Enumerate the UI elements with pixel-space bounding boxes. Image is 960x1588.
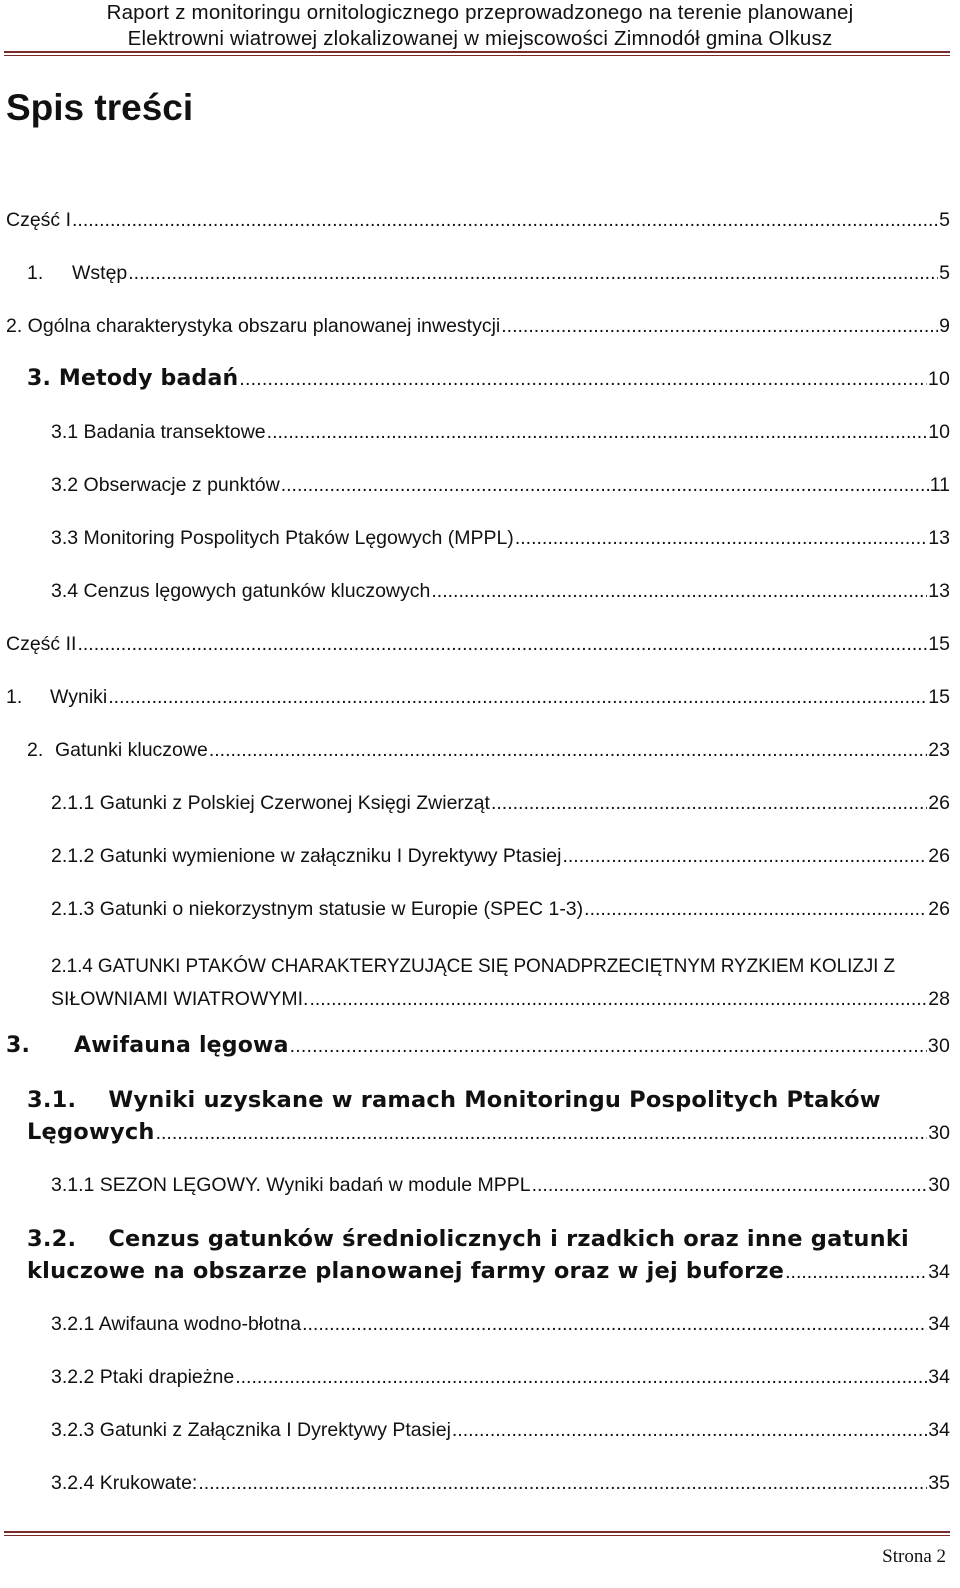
toc-entry-3-4[interactable]	[51, 580, 950, 603]
toc-entry-2-1-2[interactable]	[51, 845, 950, 868]
footer-rule	[4, 1531, 950, 1533]
toc-leader-dots	[281, 474, 929, 497]
toc-entry-label: 3.1.1 SEZON LĘGOWY. Wyniki badań w module MPPL	[51, 1174, 531, 1196]
toc-entry-3-2-3[interactable]	[51, 1419, 950, 1442]
toc-entry-label: Część I	[6, 209, 72, 231]
page-number: Strona 2	[882, 1546, 946, 1567]
header-rule	[4, 51, 950, 53]
toc-leader-dots	[302, 1313, 927, 1336]
toc-entry-page: 5	[939, 262, 950, 284]
header-line-1: Raport z monitoringu ornitologicznego przeprowadzonego na terenie planowanej	[106, 1, 854, 24]
toc-leader-dots	[452, 1419, 927, 1442]
toc-entry-label: 2.1.3 Gatunki o niekorzystnym statusie w Europie (SPEC 1-3)	[51, 898, 584, 920]
toc-entry-3-1-1[interactable]	[51, 1174, 950, 1197]
toc-entry-metody-badan[interactable]	[27, 366, 950, 391]
page-header	[0, 0, 960, 50]
toc-entry-wstep[interactable]	[27, 262, 950, 285]
toc-entry-page: 10	[927, 368, 950, 390]
toc-entry-label: 3.2.3 Gatunki z Załącznika I Dyrektywy Ptasiej	[51, 1419, 451, 1441]
toc-entry-3-2-cenzus[interactable]	[27, 1223, 950, 1288]
header-rule-thin	[4, 55, 950, 56]
toc-entry-page: 13	[928, 580, 950, 602]
toc-entry-3-1-wyniki-mppl[interactable]	[27, 1084, 950, 1149]
toc-entry-2-1-1[interactable]	[51, 792, 950, 815]
toc-leader-dots	[198, 1472, 927, 1495]
toc-entry-label: 3.1 Badania transektowe	[51, 421, 266, 443]
toc-leader-dots	[239, 368, 927, 391]
toc-entry-page: 13	[928, 527, 950, 549]
toc-leader-dots	[290, 1035, 927, 1058]
toc-entry-page: 28	[928, 988, 950, 1010]
toc-entry-gatunki-kluczowe[interactable]	[27, 739, 950, 762]
toc-entry-label-line2: SIŁOWNIAMI WIATROWYMI.	[51, 988, 309, 1010]
toc-entry-label-line1: 3.2. Cenzus gatunków średniolicznych i rzadkich oraz inne gatunki	[27, 1226, 909, 1252]
toc-entry-2-1-4[interactable]	[51, 951, 950, 1015]
toc-entry-label: 2. Ogólna charakterystyka obszaru planowanej inwestycji	[6, 315, 501, 337]
toc-entry-label: 2.1.1 Gatunki z Polskiej Czerwonej Księgi Zwierząt	[51, 792, 490, 814]
toc-entry-label: Wstęp	[72, 262, 128, 284]
toc-leader-dots	[515, 527, 927, 550]
toc-entry-page: 10	[928, 421, 950, 443]
toc-entry-label: 3. Metody badań	[27, 366, 239, 391]
toc-entry-label-line2: Lęgowych	[27, 1119, 155, 1145]
toc-entry-label: 3.3 Monitoring Pospolitych Ptaków Lęgowych (MPPL)	[51, 527, 514, 549]
toc-entry-czesc-1[interactable]	[6, 209, 950, 232]
toc-entry-number: 1.	[27, 262, 44, 284]
toc-entry-page: 34	[928, 1366, 950, 1388]
toc-entry-label: 3.2 Obserwacje z punktów	[51, 474, 280, 496]
toc-leader-dots	[562, 845, 927, 868]
toc-entry-page: 9	[939, 315, 950, 337]
toc-entry-page: 15	[928, 686, 950, 708]
toc-entry-page: 26	[928, 792, 950, 814]
toc-entry-page: 5	[939, 209, 950, 231]
toc-entry-wyniki[interactable]	[6, 686, 950, 709]
toc-entry-label: 3.2.2 Ptaki drapieżne	[51, 1366, 235, 1388]
toc-entry-awifauna-legowa[interactable]	[6, 1033, 950, 1058]
toc-leader-dots	[72, 209, 938, 232]
toc-leader-dots	[209, 739, 927, 762]
toc-leader-dots	[77, 633, 927, 656]
toc-entry-label-line1: 2.1.4 GATUNKI PTAKÓW CHARAKTERYZUJĄCE SIĘ PONADPRZECIĘTNYM RYZKIEM KOLIZJI Z	[51, 956, 896, 977]
toc-entry-label-line2: kluczowe na obszarze planowanej farmy oraz w jej buforze	[27, 1258, 785, 1284]
toc-entry-number: 2.	[27, 739, 44, 761]
toc-leader-dots	[128, 262, 938, 285]
toc-entry-page: 23	[928, 739, 950, 761]
toc-entry-number: 3.	[6, 1033, 31, 1058]
toc-entry-label: Wyniki	[50, 686, 108, 708]
toc-entry-3-2-2[interactable]	[51, 1366, 950, 1389]
toc-leader-dots	[108, 686, 927, 709]
page-title: Spis treści	[6, 87, 194, 128]
toc-entry-page: 26	[928, 845, 950, 867]
toc-entry-label: Część II	[6, 633, 77, 655]
toc-entry-page: 11	[929, 474, 950, 496]
toc-entry-3-3[interactable]	[51, 527, 950, 550]
toc-entry-3-2[interactable]	[51, 474, 950, 497]
toc-entry-page: 15	[928, 633, 950, 655]
toc-entry-page: 30	[928, 1122, 950, 1144]
toc-entry-label: 3.4 Cenzus lęgowych gatunków kluczowych	[51, 580, 431, 602]
header-line-2: Elektrowni wiatrowej zlokalizowanej w miejscowości Zimnodół gmina Olkusz	[127, 27, 833, 50]
toc-leader-dots	[532, 1174, 928, 1197]
toc-entry-page: 30	[928, 1174, 950, 1196]
toc-entry-label: Gatunki kluczowe	[55, 739, 208, 761]
toc-entry-number: 1.	[6, 686, 23, 708]
toc-leader-dots	[267, 421, 928, 444]
toc-entry-label: Awifauna lęgowa	[74, 1033, 289, 1058]
toc-entry-3-2-4[interactable]	[51, 1472, 950, 1495]
toc-leader-dots	[785, 1256, 927, 1288]
toc-entry-page: 34	[928, 1313, 950, 1335]
toc-entry-page: 30	[927, 1035, 950, 1057]
toc-entry-label: 2.1.2 Gatunki wymienione w załączniku I Dyrektywy Ptasiej	[51, 845, 562, 867]
toc-leader-dots	[501, 315, 938, 338]
toc-leader-dots	[156, 1117, 928, 1149]
toc-entry-2-1-3[interactable]	[51, 898, 950, 921]
toc-entry-page: 26	[928, 898, 950, 920]
toc-leader-dots	[309, 983, 927, 1015]
footer-rule-thin	[4, 1535, 950, 1536]
toc-entry-label-line1: 3.1. Wyniki uzyskane w ramach Monitoringu Pospolitych Ptaków	[27, 1087, 881, 1113]
toc-leader-dots	[491, 792, 927, 815]
toc-entry-3-2-1[interactable]	[51, 1313, 950, 1336]
toc-entry-label: 3.2.4 Krukowate:	[51, 1472, 198, 1494]
toc-entry-czesc-2[interactable]	[6, 633, 950, 656]
toc-leader-dots	[431, 580, 927, 603]
toc-entry-3-1[interactable]	[51, 421, 950, 444]
toc-entry-page: 34	[928, 1419, 950, 1441]
toc-entry-charakterystyka[interactable]	[6, 315, 950, 338]
toc-entry-page: 34	[928, 1261, 950, 1283]
toc-entry-page: 35	[928, 1472, 950, 1494]
toc-entry-label: 3.2.1 Awifauna wodno-błotna	[51, 1313, 302, 1335]
toc-leader-dots	[235, 1366, 927, 1389]
toc-leader-dots	[584, 898, 927, 921]
